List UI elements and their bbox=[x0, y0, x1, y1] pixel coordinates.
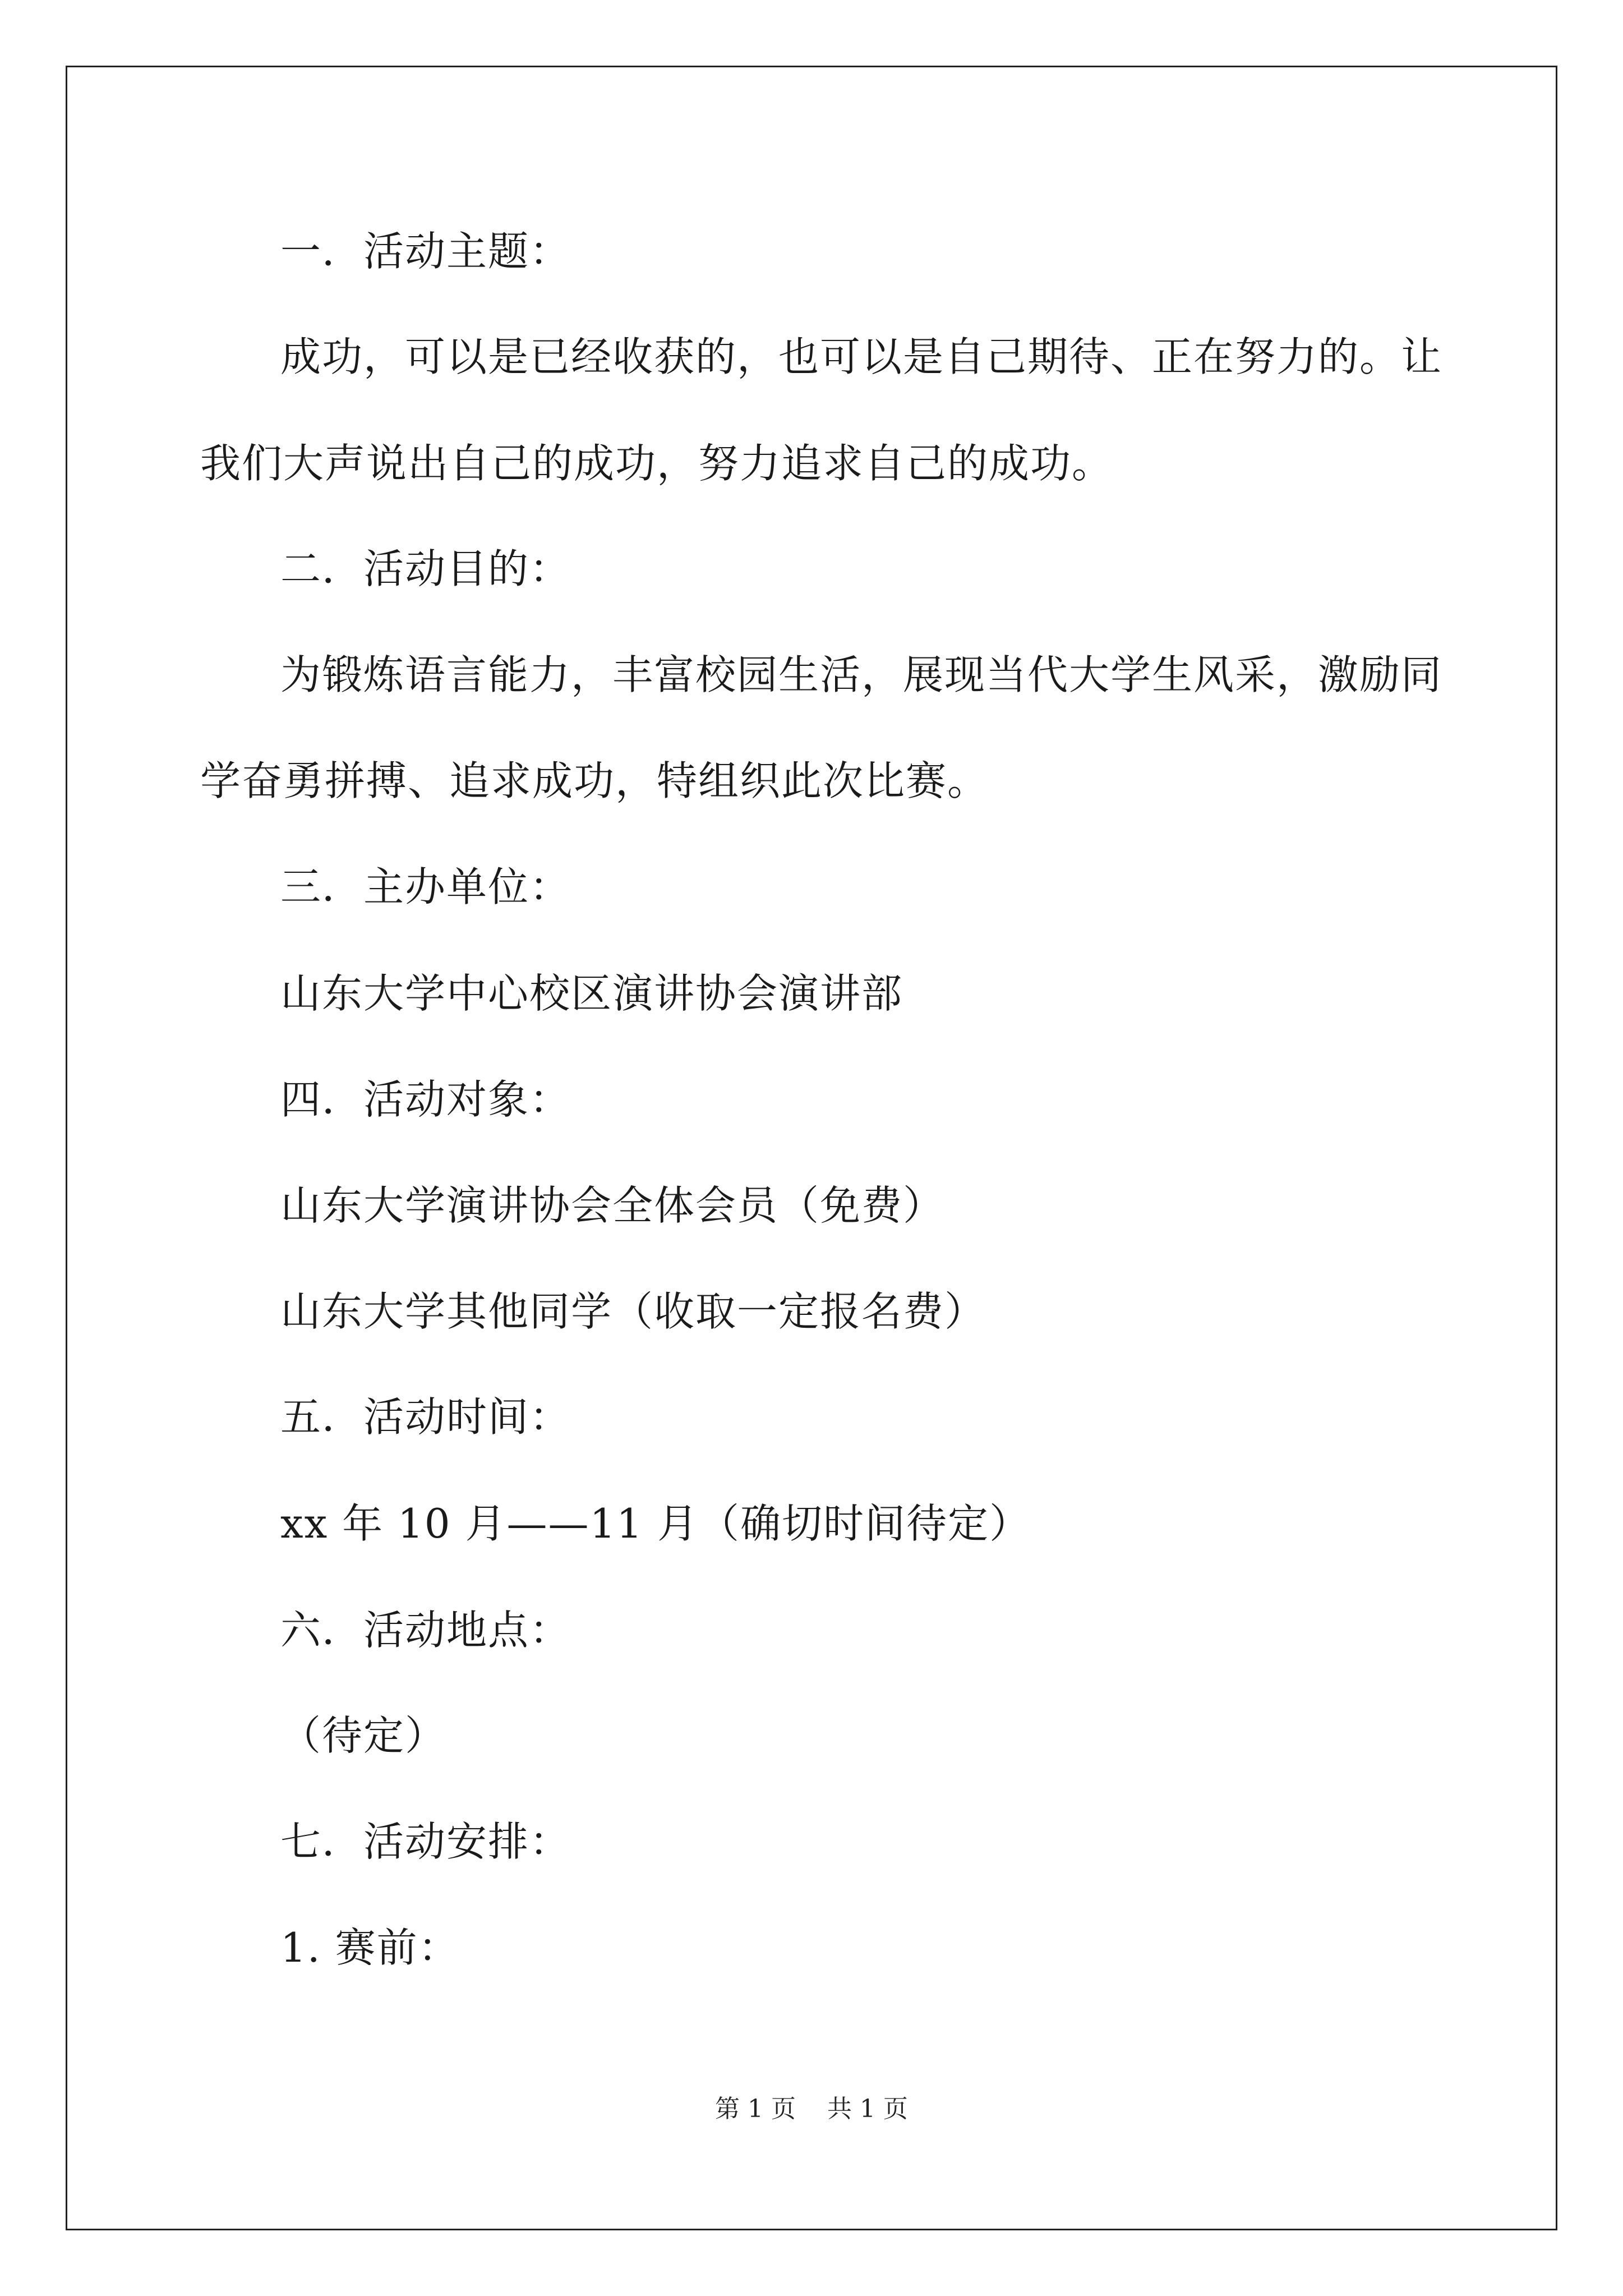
paragraph-line: 我们大声说出自己的成功，努力追求自己的成功。 bbox=[200, 440, 1114, 487]
heading-activity-theme: 一．活动主题： bbox=[280, 228, 571, 275]
heading-organizer: 三．主办单位： bbox=[280, 863, 571, 910]
page-footer: 第 1 页 共 1 页 bbox=[715, 2095, 908, 2123]
paragraph-line: 学奋勇拼搏、追求成功，特组织此次比赛。 bbox=[200, 757, 989, 804]
heading-activity-arrangement: 七．活动安排： bbox=[280, 1818, 571, 1865]
heading-activity-time: 五．活动时间： bbox=[280, 1393, 571, 1441]
paragraph-line: 1. 赛前： bbox=[280, 1924, 460, 1971]
heading-participants: 四．活动对象： bbox=[280, 1076, 571, 1123]
paragraph-line: xx 年 10 月——11 月（确切时间待定） bbox=[280, 1500, 1031, 1547]
paragraph-line: （待定） bbox=[280, 1712, 447, 1759]
page-border bbox=[66, 66, 1557, 2230]
paragraph-line: 成功，可以是已经收获的，也可以是自己期待、正在努力的。让 bbox=[280, 333, 1443, 380]
heading-activity-location: 六．活动地点： bbox=[280, 1607, 571, 1654]
paragraph-line: 山东大学中心校区演讲协会演讲部 bbox=[280, 970, 903, 1017]
paragraph-line: 为锻炼语言能力，丰富校园生活，展现当代大学生风采，激励同 bbox=[280, 651, 1443, 698]
paragraph-line: 山东大学演讲协会全体会员（免费） bbox=[280, 1182, 945, 1229]
heading-activity-purpose: 二．活动目的： bbox=[280, 545, 571, 592]
paragraph-line: 山东大学其他同学（收取一定报名费） bbox=[280, 1288, 986, 1335]
